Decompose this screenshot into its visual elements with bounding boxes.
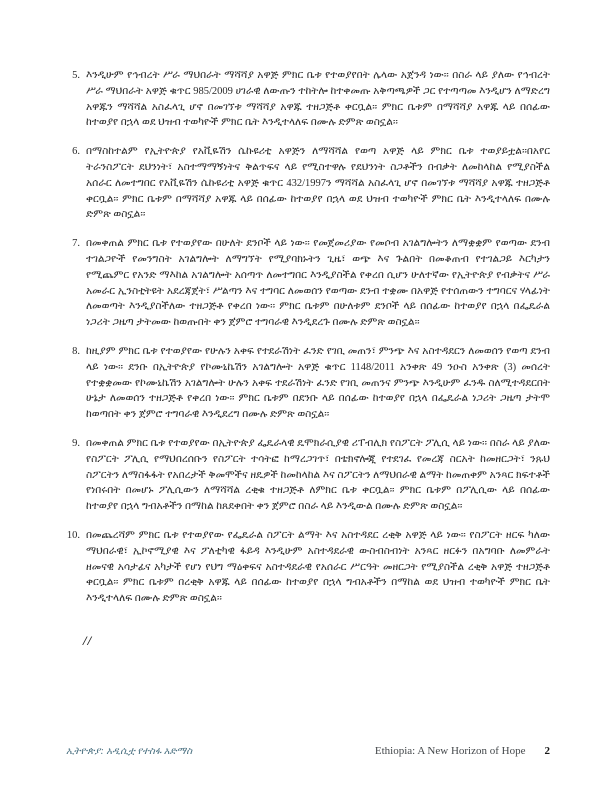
list-item — [66, 236, 550, 331]
item-text: በመቀጠል ምክር ቤቱ የተወያየው በሁለት ደንቦች ላይ ነው፡፡ የመጀመሪያው የመሶብ አገልግሎትን ለማቋቋም የወጣው ደንብ ተገልጋዮች የመንግስት አገልግሎት ለማግኘት የሚያባክኑትን ጊዜ፣ ወጭ እና ጉልበት በመቆጠብ የተገልጋይ እርካታን የሚጨምር የአንድ ማእከል አገልግሎት አሰጣጥ ለመተግበር እንዲያስችል የቀረበ ሲሆን ሁለተኛው የኢትዮጵያ የብቃትና ሥራ አመራር ኢንስቲትዩት አደረጃጀት፣ ሥልጣን እና ተግባር ለመወሰን የወጣው ደንብ ተቋሙ በአዋጅ የተሰጠውን ተግባርና ሃላፊነት ለመወጣት እንዲያስችለው ተዘጋጅቶ የቀረበ ነው፡፡ ምክር ቤቱም በሁለቱም ደንቦች ላይ በሰፊው ከተወያየ በኋላ በፌዴራል ነጋሪት ጋዜጣ ታትመው ከወጡበት ቀን ጀምሮ ተግባራዊ እንዲደረጉ በሙሉ ድምጽ ወስኗል፡፡ — [86, 238, 550, 329]
item-number: 7. — [72, 238, 80, 250]
list-item — [66, 144, 550, 223]
footer-title-english: Ethiopia: A New Horizon of Hope — [374, 745, 526, 757]
item-text: በመጨረሻም ምክር ቤቱ የተወያየው የፌዴራል ስፖርት ልማት እና አስተዳደር ረቂቅ አዋጅ ላይ ነው፡፡ የስፖርት ዘርፍ ካለው ማህበራዊ፣ ኢኮኖሚያዊ እና ፖለቲካዊ ፋይዳ እንዲሁም አስተዳደራዊ ውስብስብነት አንጻር ዘርፉን በአግባቡ ለመምራት ዘመናዊ አሳታፊና አካታች የሆነ የህግ ማዕቀፍና አስተዳደራዊ የአሰራር ሥርዓት መዘርጋት የሚያስችል ረቂቅ አዋጅ ተዘጋጅቶ ቀርቧል፡፡ ምክር ቤቱም በረቂቅ አዋጁ ላይ በሰፊው ከተወያየ በኋላ ግብአቶችን በማከል ወደ ህዝብ ተወካዮች ምክር ቤት እንዲተላለፍ በሙሉ ድምጽ ወስኗል፡፡ — [86, 529, 550, 605]
footer-title-amharic: ኢትዮጵያ: አዲሲቷ የተስፋ አድማስ — [66, 746, 193, 757]
list-item — [66, 344, 550, 423]
item-text: በመቀጠል ምክር ቤቱ የተወያየው በኢትዮጵያ ፌዴራላዊ ዴሞክራሲያዊ ሪፐብሊክ የስፖርት ፖሊሲ ላይ ነው፡፡ በስራ ላይ ያለው የስፖርት ፖሊሲ የማህበረሰቡን የስፖርት ተሳትፎ ከማረጋገጥ፣ በቴክኖሎጂ የተደገፈ የመረጃ ስርአት ከመዘርጋት፣ ንጹህ ስፖርትን ለማስፋፋት የአበረታች ቅመሞችና ዘዴዎች ከመከላከል እና ስፖርትን ለማህበራዊ ልማት ከመጠቀም አንጻር ክፍተቶች የነበሩበት በመሆኑ ፖሊሲውን ለማሻሻል ረቂቁ ተዘጋጅቶ ለምክር ቤቱ ቀርቧል፡፡ ምክር ቤቱም በፖሊሲው ላይ በሰፊው ከተወያየ በኋላ ግብአቶችን በማከል ከጸደቀበት ቀን ጀምሮ በስራ ላይ እንዲውል በሙሉ ድምጽ ወስኗል፡፡ — [86, 437, 550, 513]
item-number: 9. — [72, 437, 80, 449]
document-end-mark: // — [83, 632, 93, 648]
item-number: 10. — [66, 529, 80, 541]
item-text: በማስከተልም የኢትዮጵያ የአቪዬሽን ሴኩዩሪቲ አዋጅን ለማሻሻል የወጣ አዋጅ ላይ ምክር ቤቱ ተወያይቷል፡፡በአየር ትራንስፖርት ደህንነት፣ አስተማማኝነትና ቅልጥፍና ላይ የሚስተዋሉ የደህንነት ስጋቶችን በብቃት ለመከላከል የሚያስችል አሰራር ለመተግበር የአቪዬሽን ሴኩዩሪቲ አዋጅ ቁጥር 432/1997ን ማሻሻል አስፈላጊ ሆኖ በመገኘቱ ማሻሻያ አዋጁ ተዘጋጅቶ ቀርቧል፡፡ ምክር ቤቱም በማሻሻያ አዋጁ ላይ በሰፊው ከተወያየ በኋላ ወደ ህዝብ ተወካዮች ምክር ቤት እንዲተላለፍ በሙሉ ድምጽ ወስኗል፡፡ — [86, 146, 550, 221]
page-footer — [66, 745, 550, 757]
item-text: እንዲሁም የኅብረት ሥራ ማህበራት ማሻሻያ አዋጅ ምክር ቤቱ የተወያየበት ሌላው አጀንዳ ነው፡፡ በስራ ላይ ያለው የኅብረት ሥራ ማህበራት አዋጅ ቁጥር 985/2009 ሀገራዊ ለውጡን ተከትሎ ከተቀመጡ አቅጣጫዎች ጋር የተጣጣመ እንዲሆን ለማድረግ አዋጁን ማሻሻል አስፈላጊ ሆኖ በመገኘቱ ማሻሻያ አዋጁ ተዘጋጅቶ ቀርቧል፡፡ ምክር ቤቱም በማሻሻያ አዋጁ ላይ በሰፊው ከተወያየ በኋላ ወደ ህዝብ ተወካዮች ምክር ቤት እንዲተላለፍ በሙሉ ድምጽ ወስኗል፡፡ — [86, 70, 550, 129]
numbered-paragraph-list — [66, 68, 550, 649]
list-item — [66, 68, 550, 131]
list-item — [66, 436, 550, 515]
page-number: 2 — [544, 745, 550, 757]
item-text: ከዚያም ምክር ቤቱ የተወያየው የሁሉን አቀፍ የተደራሽነት ፈንድ የገቢ መጠን፣ ምንጭ እና አስተዳደርን ለመወሰን የወጣ ደንብ ላይ ነው፡፡ ደንቡ በኢትዮጵያ የኮሙኒኬሽን አገልግሎት አዋጅ ቁጥር 1148/2011 አንቀጽ 49 ንዑስ አንቀጽ (3) መሰረት የተቋቋመው የኮሙኒኬሽን አገልግሎት ሁሉን አቀፍ ተደራሽነት ፈንድ የገቢ መጠንና ምንጭ እንዲሁም ፈንዱ ስለሚተዳደርበት ሁኔታ ለመወሰን ተዘጋጅቶ የቀረበ ነው፡፡ ምክር ቤቱም በደንቡ ላይ በሰፊው ከተወያየ በኋላ በፌዴራል ነጋሪት ጋዜጣ ታትሞ ከወጣበት ቀን ጀምሮ ተግባራዊ እንዲደረግ በሙሉ ድምጽ ወስኗል፡፡ — [86, 345, 550, 421]
item-number: 8. — [72, 345, 80, 357]
item-number: 6. — [72, 146, 80, 158]
item-number: 5. — [72, 70, 80, 81]
footer-right-group — [375, 745, 550, 757]
list-item — [66, 528, 550, 607]
